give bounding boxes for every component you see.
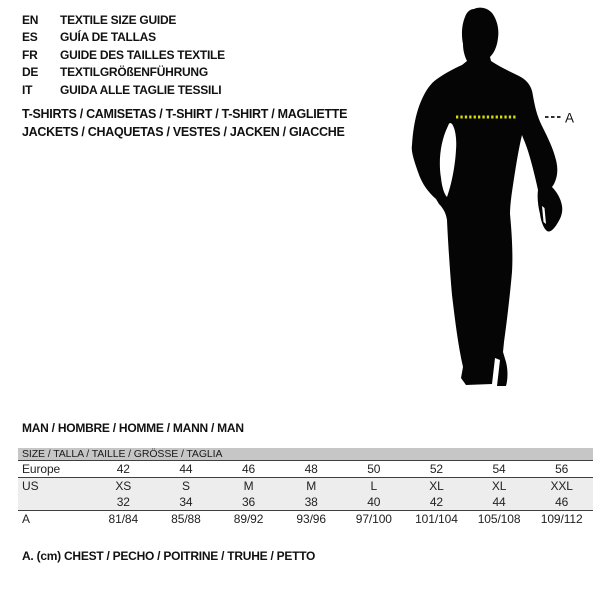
table-cell: XS (115, 479, 132, 493)
language-row (22, 29, 225, 46)
table-row-us-letters (18, 478, 593, 494)
table-cell: S (181, 479, 190, 493)
row-label: Europe (22, 462, 61, 476)
table-cell: 44 (492, 495, 506, 509)
gender-label: MAN / HOMBRE / HOMME / MANN / MAN (22, 421, 244, 435)
row-label: US (22, 479, 39, 493)
language-code: ES (22, 30, 38, 45)
table-cell: 32 (116, 495, 130, 509)
table-cell: M (306, 479, 317, 493)
language-code: DE (22, 65, 39, 80)
row-label (18, 494, 92, 510)
table-cell: 40 (367, 495, 381, 509)
man-silhouette-body (412, 8, 563, 386)
language-row (22, 82, 225, 99)
table-cell: 36 (241, 495, 256, 509)
table-cell: XL (429, 479, 444, 493)
category-line-tshirts: T-SHIRTS / CAMISETAS / T-SHIRT / T-SHIRT / MAGLIETTE (22, 107, 348, 121)
table-cell: 38 (304, 495, 318, 509)
table-cell: M (243, 479, 254, 493)
table-cell: L (370, 479, 378, 493)
table-row-europe (18, 461, 593, 478)
table-cell: 101/104 (415, 512, 458, 526)
table-cell: 42 (429, 495, 444, 509)
table-cell: 56 (555, 462, 569, 476)
language-code: EN (22, 13, 39, 27)
table-cell: 109/112 (540, 512, 583, 526)
table-cell: 52 (429, 462, 444, 476)
language-title: TEXTILGRÖßENFÜHRUNG (60, 65, 208, 80)
table-cell: XL (491, 479, 507, 493)
language-title: TEXTILE SIZE GUIDE (60, 13, 177, 27)
figure-area (400, 0, 600, 400)
table-cell: 46 (241, 462, 256, 476)
table-row-us-numeric (18, 494, 593, 511)
table-cell: 105/108 (477, 512, 521, 526)
language-title: GUIDE DES TAILLES TEXTILE (60, 47, 225, 62)
row-label: A (22, 512, 30, 526)
table-cell: 81/84 (108, 512, 139, 526)
language-code: IT (22, 82, 33, 97)
measure-footnote: A. (cm) CHEST / PECHO / POITRINE / TRUHE / PETTO (22, 549, 316, 563)
table-row-chest-a (18, 511, 593, 527)
garment-categories (22, 105, 347, 141)
table-cell: 42 (116, 462, 130, 476)
category-line-jackets: JACKETS / CHAQUETAS / VESTES / JACKEN / GIACCHE (22, 125, 345, 139)
table-cell: 97/100 (355, 512, 392, 526)
language-title: GUIDA ALLE TAGLIE TESSILI (60, 82, 222, 97)
language-row (22, 64, 225, 81)
table-cell: 50 (367, 462, 381, 476)
size-table (18, 448, 593, 527)
language-list (22, 12, 225, 99)
table-cell: 46 (555, 495, 569, 509)
table-cell: 48 (304, 462, 318, 476)
language-row (22, 12, 225, 29)
table-cell: 44 (179, 462, 193, 476)
table-cell: 89/92 (233, 512, 264, 526)
table-cell: 54 (492, 462, 506, 476)
table-cell: XXL (550, 479, 573, 493)
table-cell: 85/88 (171, 512, 201, 526)
table-cell: 34 (179, 495, 193, 509)
table-cell: 93/96 (296, 512, 326, 526)
measure-a-label: A (565, 110, 575, 126)
language-row (22, 47, 225, 64)
man-silhouette (400, 0, 600, 400)
size-table-header: SIZE / TALLA / TAILLE / GRÖSSE / TAGLIA (18, 448, 593, 461)
language-title: GUÍA DE TALLAS (60, 30, 156, 45)
language-code: FR (22, 47, 38, 62)
